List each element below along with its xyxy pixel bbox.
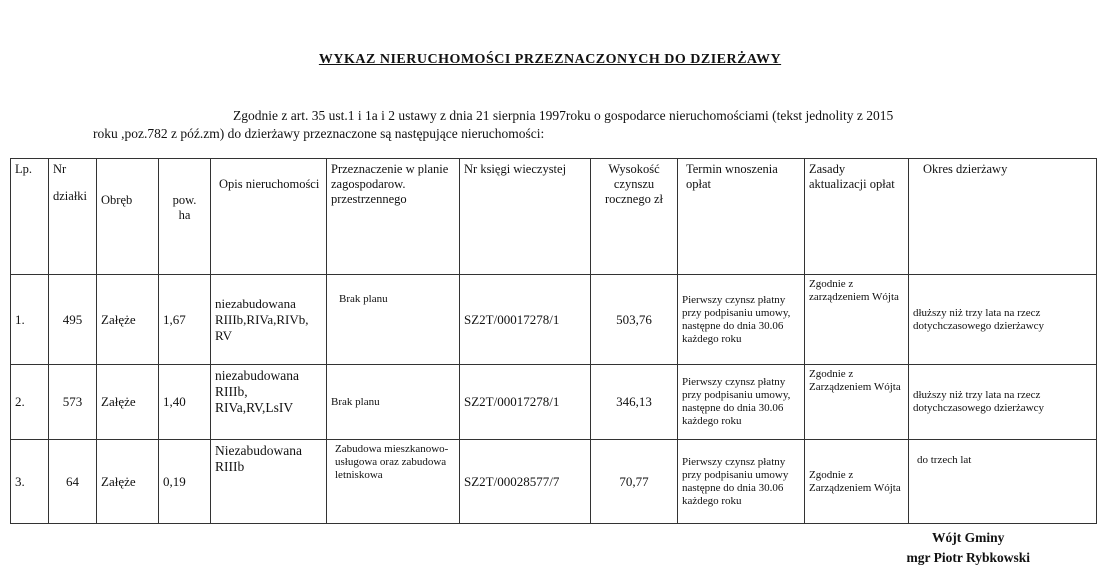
intro-line-2: roku ,poz.782 z póź.zm) do dzierżawy przeznaczone są następujące nieruchomości:: [93, 126, 545, 141]
cell-obreb: Załęże: [97, 365, 159, 440]
signature-block: [906, 528, 1030, 568]
cell-ksiega: SZ2T/00017278/1: [460, 275, 591, 365]
cell-czynsz: 70,77: [591, 440, 678, 524]
cell-opis: Niezabudowana RIIIb: [211, 440, 327, 524]
cell-nr: 64: [49, 440, 97, 524]
header-lp: Lp.: [11, 159, 49, 275]
header-ksiega: Nr księgi wieczystej: [460, 159, 591, 275]
header-dzialki: działki: [53, 189, 88, 203]
cell-termin: Pierwszy czynsz płatny przy podpisaniu umowy, następne do dnia 30.06 każdego roku: [678, 275, 805, 365]
header-termin: Termin wnoszenia opłat: [678, 159, 805, 275]
properties-table: [10, 158, 1097, 524]
document-title: WYKAZ NIERUCHOMOŚCI PRZEZNACZONYCH DO DZIERŻAWY: [318, 52, 782, 67]
cell-lp: 1.: [11, 275, 49, 365]
cell-lp: 2.: [11, 365, 49, 440]
table-row: [11, 365, 1097, 440]
cell-obreb: Załęże: [97, 440, 159, 524]
header-pow-label: pow.: [172, 193, 197, 207]
header-obreb: Obręb: [97, 159, 159, 275]
header-zasady: Zasady aktualizacji opłat: [805, 159, 909, 275]
cell-przeznaczenie: Brak planu: [327, 275, 460, 365]
cell-czynsz: 503,76: [591, 275, 678, 365]
cell-przeznaczenie: Brak planu: [327, 365, 460, 440]
cell-termin: Pierwszy czynsz płatny przy podpisaniu umowy następne do dnia 30.06 każdego roku: [678, 440, 805, 524]
header-okres: Okres dzierżawy: [909, 159, 1097, 275]
cell-ksiega: SZ2T/00028577/7: [460, 440, 591, 524]
signature-role: Wójt Gminy: [932, 530, 1005, 545]
header-czynsz: Wysokość czynszu rocznego zł: [591, 159, 678, 275]
cell-zasady: Zgodnie z zarządzeniem Wójta: [805, 275, 909, 365]
cell-nr: 495: [49, 275, 97, 365]
cell-ksiega: SZ2T/00017278/1: [460, 365, 591, 440]
table-row: [11, 275, 1097, 365]
cell-lp: 3.: [11, 440, 49, 524]
header-pow: [159, 159, 211, 275]
cell-zasady: Zgodnie z Zarządzeniem Wójta: [805, 440, 909, 524]
header-nr: Nr: [53, 162, 67, 176]
header-opis: Opis nieruchomości: [211, 159, 327, 275]
table-row: [11, 440, 1097, 524]
cell-okres: dłuższy niż trzy lata na rzecz dotychczasowego dzierżawcy: [909, 365, 1097, 440]
signature-name: mgr Piotr Rybkowski: [906, 550, 1030, 565]
cell-opis: niezabudowana RIIIb,RIVa,RIVb, RV: [211, 275, 327, 365]
header-ha: ha: [178, 208, 191, 222]
intro-line-1: Zgodnie z art. 35 ust.1 i 1a i 2 ustawy z dnia 21 sierpnia 1997roku o gospodarce nieruchomościami (tekst jednolity z 2015: [233, 108, 894, 123]
cell-czynsz: 346,13: [591, 365, 678, 440]
cell-okres: do trzech lat: [909, 440, 1097, 524]
cell-opis: niezabudowana RIIIb, RIVa,RV,LsIV: [211, 365, 327, 440]
cell-termin: Pierwszy czynsz płatny przy podpisaniu umowy, następne do dnia 30.06 każdego roku: [678, 365, 805, 440]
cell-okres: dłuższy niż trzy lata na rzecz dotychczasowego dzierżawcy: [909, 275, 1097, 365]
cell-nr: 573: [49, 365, 97, 440]
cell-przeznaczenie: Zabudowa mieszkanowo-usługowa oraz zabudowa letniskowa: [327, 440, 460, 524]
header-nr-dzialki: [49, 159, 97, 275]
header-przeznaczenie: Przeznaczenie w planie zagospodarow. przestrzennego: [327, 159, 460, 275]
table-header-row: [11, 159, 1097, 275]
cell-pow: 0,19: [159, 440, 211, 524]
cell-obreb: Załęże: [97, 275, 159, 365]
cell-zasady: Zgodnie z Zarządzeniem Wójta: [805, 365, 909, 440]
cell-pow: 1,40: [159, 365, 211, 440]
cell-pow: 1,67: [159, 275, 211, 365]
intro-paragraph: [93, 107, 1053, 143]
